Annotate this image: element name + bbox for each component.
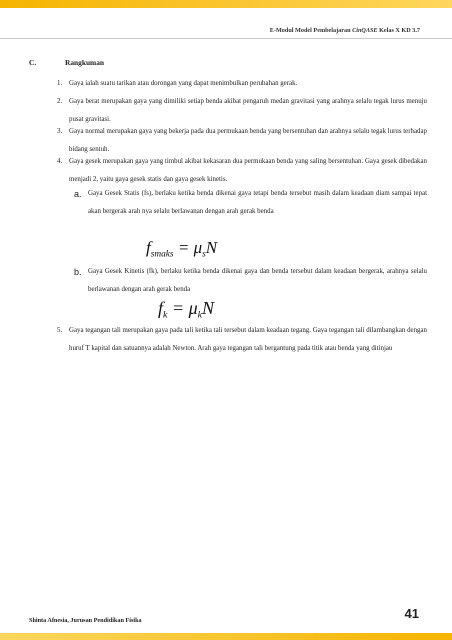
formula-symbol: f (158, 298, 164, 318)
formula-normal: N (205, 238, 218, 257)
sub-item-letter: b. (74, 267, 82, 277)
static-friction-formula (146, 238, 217, 259)
item-number: 1. (57, 80, 63, 87)
formula-normal: N (202, 298, 215, 318)
header-divider (0, 38, 452, 39)
summary-item-4 (57, 153, 427, 189)
header-title-prefix: E-Modul Model Pembelajaran (269, 27, 353, 34)
formula-subscript: s (202, 249, 206, 260)
item-text: Gaya gesek merupakan gaya yang timbul akibat kekasaran dua permukaan benda yang saling bersentuhan. Gaya gesek dibedakan menjadi 2, yaitu gaya gesek statis dan gaya gesek kinetis. (69, 158, 427, 183)
item-number: 5. (57, 327, 63, 334)
kinetic-friction-formula (158, 298, 214, 320)
formula-equals: = (167, 298, 189, 318)
item-text: Gaya ialah suatu tarikan atau dorongan yang dapat menimbulkan perubahan gerak. (69, 80, 298, 87)
item-number: 3. (57, 128, 63, 135)
item-text: Gaya normal merupakan gaya yang bekerja pada dua permukaan benda yang bersentuhan dan arahnya selalu tegak lurus terhadap bidang sentuh. (69, 128, 427, 153)
sub-item-letter: a. (74, 189, 82, 199)
item-text: Gaya berat merupakan gaya yang dimiliki setiap benda akibat pengaruh medan gravitasi yang arahnya selalu tegak lurus menuju pusat gravitasi. (69, 98, 427, 123)
formula-mu: μ (193, 238, 203, 257)
sub-item-text: Gaya Gesek Kinetis (fk), berlaku ketika benda dikenai gaya dan benda tersebut dalam keadaan bergerak, arahnya selalu berlawanan dengan arah gerak benda (88, 268, 427, 293)
item-text: Gaya tegangan tali merupakan gaya pada tali ketika tali tersebut dalam keadaan tegang. Gaya tegangan tali dilambangkan dengan huruf T kapital dan satuannya adalah Newton. Arah gaya tegangan tali bergantung pada titik atau benda yang ditinjau (69, 327, 427, 352)
item-number: 4. (57, 158, 63, 165)
header-title (270, 27, 420, 34)
section-title: Rangkuman (65, 58, 105, 67)
header-title-suffix: Kelas X KD 3.7 (377, 27, 420, 34)
item-number: 2. (57, 98, 63, 105)
page-number: 41 (404, 606, 419, 621)
formula-subscript: k (163, 309, 168, 321)
summary-item-1 (57, 75, 427, 93)
formula-subscript: smaks (150, 249, 174, 260)
formula-symbol: f (146, 238, 151, 257)
sub-item-static-friction (74, 185, 427, 221)
header-accent-bar (0, 0, 452, 8)
header-title-italic: CinQASE (352, 27, 378, 34)
formula-mu: μ (188, 298, 198, 318)
summary-item-5 (57, 322, 427, 358)
footer-author: Shinta Afnesia, Jurusan Pendidikan Fisika (29, 617, 142, 624)
sub-item-kinetic-friction (74, 263, 427, 299)
formula-subscript: k (197, 309, 202, 321)
section-number: C. (29, 58, 37, 67)
footer-accent-bar (0, 633, 452, 640)
formula-equals: = (173, 238, 194, 257)
sub-item-text: Gaya Gesek Statis (fs), berlaku ketika benda dikenai gaya tetapi benda tersebut masih dalam keadaan diam sampai tepat akan bergerak arah nya selalu berlawanan dengan arah gerak benda (88, 190, 427, 215)
